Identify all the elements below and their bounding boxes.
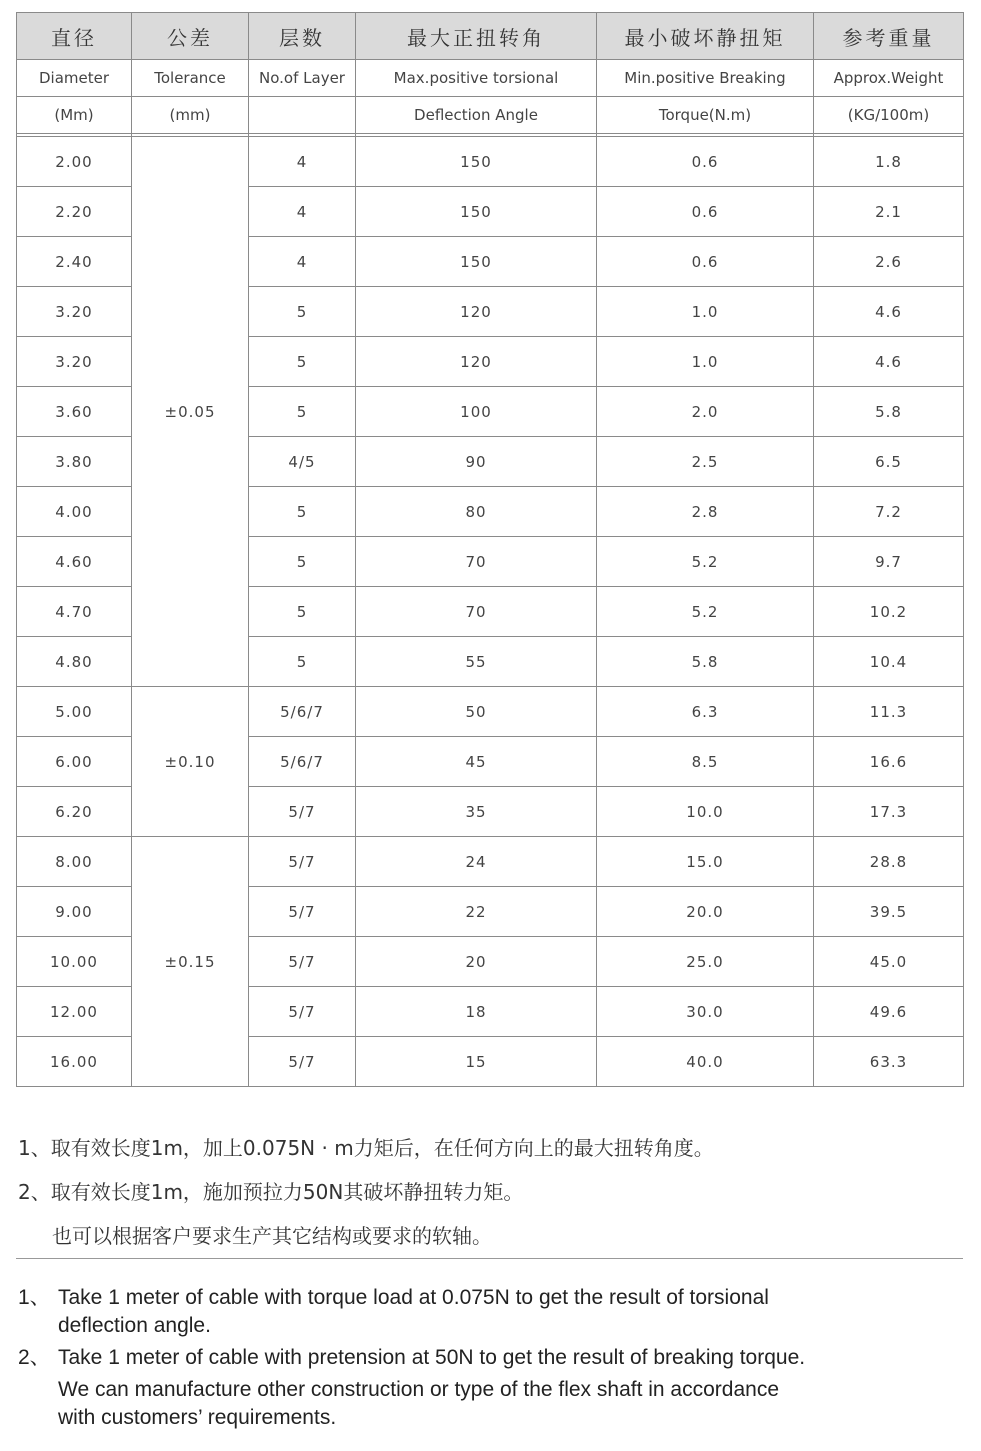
cell-weight: 10.4 [814, 637, 964, 687]
cell-angle: 80 [356, 487, 597, 537]
cell-weight: 11.3 [814, 687, 964, 737]
note-en-2-num: 2、 [18, 1346, 51, 1369]
cell-diameter: 4.80 [17, 637, 132, 687]
note-en-1-num: 1、 [18, 1286, 51, 1309]
cell-angle: 22 [356, 887, 597, 937]
cell-angle: 120 [356, 337, 597, 387]
cell-weight: 28.8 [814, 837, 964, 887]
cell-weight: 1.8 [814, 137, 964, 187]
cell-layers: 5 [249, 487, 356, 537]
header-cn-layers: 层数 [249, 13, 356, 60]
cell-torque: 6.3 [597, 687, 814, 737]
cell-angle: 45 [356, 737, 597, 787]
cell-diameter: 3.80 [17, 437, 132, 487]
cell-layers: 5/7 [249, 887, 356, 937]
cell-layers: 5 [249, 537, 356, 587]
header-en-angle: Max.positive torsional [356, 60, 597, 97]
cell-angle: 90 [356, 437, 597, 487]
cell-layers: 5 [249, 637, 356, 687]
cell-diameter: 3.60 [17, 387, 132, 437]
cell-weight: 7.2 [814, 487, 964, 537]
header-unit-angle: Deflection Angle [356, 97, 597, 134]
cell-diameter: 12.00 [17, 987, 132, 1037]
cell-torque: 5.2 [597, 587, 814, 637]
cell-torque: 30.0 [597, 987, 814, 1037]
table-row [17, 687, 964, 737]
cell-torque: 20.0 [597, 887, 814, 937]
note-en-2-text: Take 1 meter of cable with pretension at 50N to get the result of breaking torque. [58, 1346, 806, 1369]
header-unit-torque: Torque(N.m) [597, 97, 814, 134]
cell-weight: 2.1 [814, 187, 964, 237]
cell-torque: 8.5 [597, 737, 814, 787]
cell-weight: 10.2 [814, 587, 964, 637]
cell-weight: 2.6 [814, 237, 964, 287]
cell-tolerance: ±0.15 [132, 837, 249, 1087]
cell-diameter: 2.40 [17, 237, 132, 287]
cell-layers: 5/6/7 [249, 687, 356, 737]
note-en-1-cont: deflection angle. [58, 1314, 211, 1337]
cell-weight: 5.8 [814, 387, 964, 437]
cell-diameter: 10.00 [17, 937, 132, 987]
cell-torque: 5.8 [597, 637, 814, 687]
cell-diameter: 6.00 [17, 737, 132, 787]
table-row [17, 837, 964, 887]
cell-torque: 2.8 [597, 487, 814, 537]
cell-layers: 5 [249, 337, 356, 387]
cell-diameter: 9.00 [17, 887, 132, 937]
cell-diameter: 6.20 [17, 787, 132, 837]
cell-diameter: 2.00 [17, 137, 132, 187]
cell-torque: 0.6 [597, 137, 814, 187]
cell-angle: 120 [356, 287, 597, 337]
header-unit-tolerance: (mm) [132, 97, 249, 134]
cell-angle: 35 [356, 787, 597, 837]
cell-diameter: 3.20 [17, 337, 132, 387]
cell-angle: 150 [356, 187, 597, 237]
cell-angle: 50 [356, 687, 597, 737]
cell-layers: 5 [249, 387, 356, 437]
cell-layers: 4 [249, 187, 356, 237]
cell-diameter: 4.00 [17, 487, 132, 537]
cell-torque: 5.2 [597, 537, 814, 587]
cell-layers: 5/7 [249, 837, 356, 887]
cell-weight: 16.6 [814, 737, 964, 787]
cell-angle: 24 [356, 837, 597, 887]
spec-table [16, 12, 964, 1087]
cell-diameter: 2.20 [17, 187, 132, 237]
cell-diameter: 3.20 [17, 287, 132, 337]
cell-torque: 1.0 [597, 287, 814, 337]
note-en-3 [18, 1376, 978, 1432]
cell-diameter: 4.60 [17, 537, 132, 587]
cell-angle: 70 [356, 587, 597, 637]
header-en-layers: No.of Layer [249, 60, 356, 97]
note-en-3-b: with customers’ requirements. [58, 1406, 337, 1429]
cell-weight: 45.0 [814, 937, 964, 987]
note-cn-3: 也可以根据客户要求生产其它结构或要求的软轴。 [52, 1224, 492, 1248]
cell-torque: 0.6 [597, 187, 814, 237]
cell-weight: 4.6 [814, 287, 964, 337]
header-cn-weight: 参考重量 [814, 13, 964, 60]
cell-torque: 2.0 [597, 387, 814, 437]
header-row-cn [17, 13, 964, 60]
cell-layers: 5/6/7 [249, 737, 356, 787]
note-cn-1: 1、取有效长度1m，加上0.075N · m力矩后，在任何方向上的最大扭转角度。 [18, 1136, 714, 1160]
cell-layers: 5/7 [249, 1037, 356, 1087]
divider [16, 1258, 963, 1259]
cell-tolerance: ±0.05 [132, 137, 249, 687]
note-en-1-text: Take 1 meter of cable with torque load at 0.075N to get the result of torsional [58, 1286, 769, 1309]
cell-torque: 0.6 [597, 237, 814, 287]
cell-angle: 55 [356, 637, 597, 687]
cell-weight: 4.6 [814, 337, 964, 387]
cell-layers: 5/7 [249, 787, 356, 837]
header-en-torque: Min.positive Breaking [597, 60, 814, 97]
cell-angle: 150 [356, 137, 597, 187]
cell-layers: 5/7 [249, 937, 356, 987]
header-cn-tolerance: 公差 [132, 13, 249, 60]
note-en-1 [18, 1284, 978, 1340]
header-unit-diameter: (Mm) [17, 97, 132, 134]
cell-weight: 17.3 [814, 787, 964, 837]
cell-layers: 5/7 [249, 987, 356, 1037]
cell-angle: 100 [356, 387, 597, 437]
cell-weight: 49.6 [814, 987, 964, 1037]
cell-angle: 70 [356, 537, 597, 587]
cell-torque: 15.0 [597, 837, 814, 887]
table-row [17, 137, 964, 187]
header-en-tolerance: Tolerance [132, 60, 249, 97]
header-row-en [17, 60, 964, 97]
cell-layers: 4/5 [249, 437, 356, 487]
cell-torque: 2.5 [597, 437, 814, 487]
cell-weight: 9.7 [814, 537, 964, 587]
cell-torque: 10.0 [597, 787, 814, 837]
header-en-weight: Approx.Weight [814, 60, 964, 97]
note-en-3-a: We can manufacture other construction or type of the flex shaft in accordance [58, 1378, 780, 1401]
header-unit-layers [249, 97, 356, 134]
cell-angle: 18 [356, 987, 597, 1037]
cell-diameter: 16.00 [17, 1037, 132, 1087]
cell-weight: 39.5 [814, 887, 964, 937]
cell-layers: 5 [249, 287, 356, 337]
cell-torque: 1.0 [597, 337, 814, 387]
note-cn-2: 2、取有效长度1m，施加预拉力50N其破坏静扭转力矩。 [18, 1180, 524, 1204]
header-unit-weight: (KG/100m) [814, 97, 964, 134]
cell-weight: 63.3 [814, 1037, 964, 1087]
cell-diameter: 4.70 [17, 587, 132, 637]
header-en-diameter: Diameter [17, 60, 132, 97]
cell-angle: 150 [356, 237, 597, 287]
cell-layers: 4 [249, 237, 356, 287]
header-cn-diameter: 直径 [17, 13, 132, 60]
cell-angle: 20 [356, 937, 597, 987]
cell-layers: 4 [249, 137, 356, 187]
cell-torque: 40.0 [597, 1037, 814, 1087]
note-en-2 [18, 1344, 978, 1372]
cell-layers: 5 [249, 587, 356, 637]
header-cn-angle: 最大正扭转角 [356, 13, 597, 60]
cell-angle: 15 [356, 1037, 597, 1087]
cell-tolerance: ±0.10 [132, 687, 249, 837]
header-cn-torque: 最小破坏静扭矩 [597, 13, 814, 60]
cell-weight: 6.5 [814, 437, 964, 487]
header-row-units [17, 97, 964, 134]
cell-diameter: 8.00 [17, 837, 132, 887]
cell-diameter: 5.00 [17, 687, 132, 737]
cell-torque: 25.0 [597, 937, 814, 987]
